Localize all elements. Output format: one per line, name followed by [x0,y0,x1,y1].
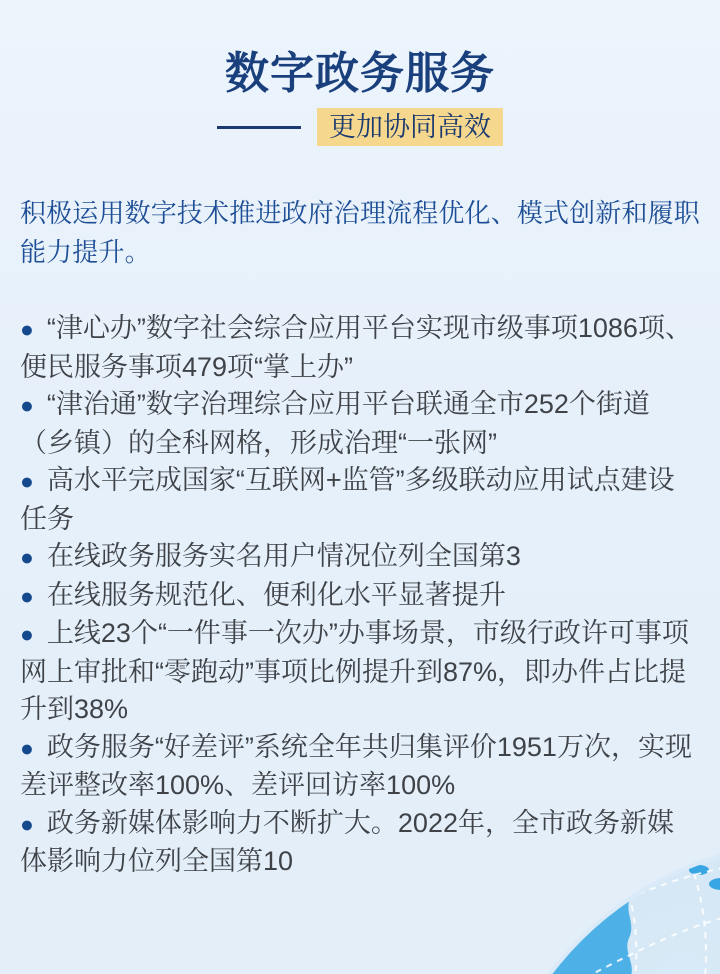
highlights-list [20,310,700,881]
bullet-icon: ● [20,582,34,609]
list-item-text: “津治通”数字治理综合应用平台联通全市252个街道（乡镇）的全科网格，形成治理“一张网” [20,389,650,458]
list-item-text: 在线政务服务实名用户情况位列全国第3 [46,541,521,571]
list-item [20,538,700,577]
list-item [20,386,700,462]
page-title: 数字政务服务 [225,49,495,98]
bullet-icon: ● [20,621,34,647]
list-item [20,462,700,538]
bullet-icon: ● [20,734,34,761]
list-item-text: 政务服务“好差评”系统全年共归集评价1951万次，实现差评整改率100%、差评回访率100% [20,731,692,800]
intro-paragraph: 积极运用数字技术推进政府治理流程优化、模式创新和履职能力提升。 [20,198,700,267]
bullet-icon: ● [20,316,34,342]
list-item [20,577,700,616]
bullet-icon: ● [20,810,34,837]
header [0,0,720,146]
list-item-text: 政务新媒体影响力不断扩大。2022年，全市政务新媒体影响力位列全国第10 [20,807,674,876]
list-item [20,310,700,386]
bullet-icon: ● [20,468,34,494]
list-item [20,729,700,805]
list-item [20,615,700,729]
list-item-text: 在线服务规范化、便利化水平显著提升 [46,579,506,610]
subtitle-badge: 更加协同高效 [317,108,503,146]
list-item [20,805,700,881]
list-item-text: “津心办”数字社会综合应用平台实现市级事项1086项、便民服务事项479项“掌上办” [20,313,692,382]
list-item-text: 上线23个“一件事一次办”办事场景，市级行政许可事项网上审批和“零跑动”事项比例提升到87%，即办件占比提升到38% [20,618,689,724]
list-item-text: 高水平完成国家“互联网+监管”多级联动应用试点建设任务 [20,465,675,534]
divider-line [217,126,301,129]
subtitle-row [0,108,720,146]
bullet-icon: ● [20,392,34,418]
bullet-icon: ● [20,544,34,570]
